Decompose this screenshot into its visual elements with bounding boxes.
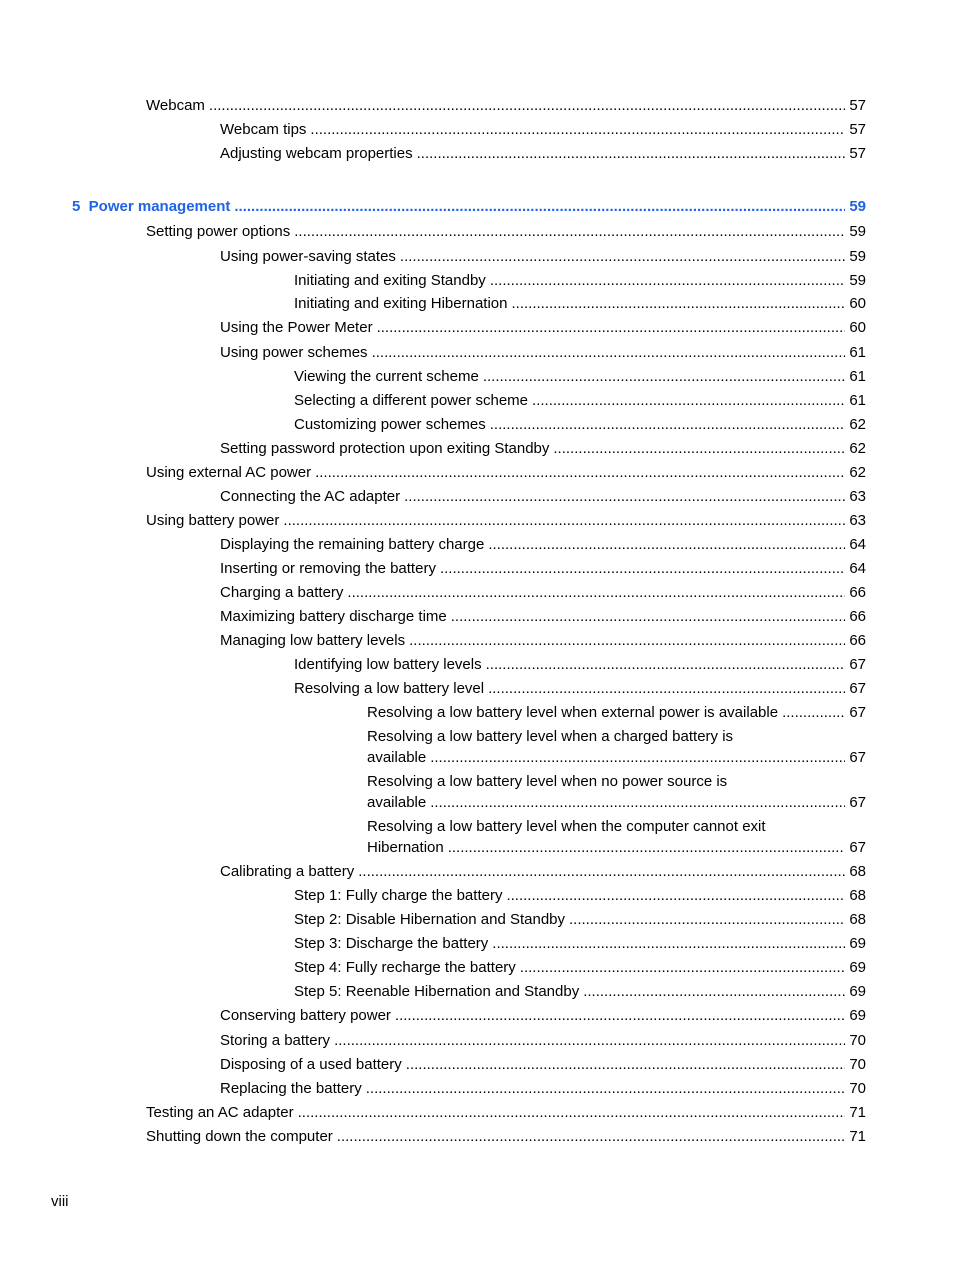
toc-entry-title: Identifying low battery levels bbox=[294, 656, 482, 673]
toc-entry-title: Step 3: Discharge the battery bbox=[294, 935, 489, 952]
toc-entry-page: 63 bbox=[849, 488, 866, 505]
toc-entry-page: 57 bbox=[849, 121, 866, 138]
dot-leader bbox=[334, 1031, 845, 1051]
toc-entry-inserting-removing[interactable] bbox=[220, 559, 866, 579]
toc-entry-title: Using the Power Meter bbox=[220, 319, 373, 336]
toc-entry-page: 61 bbox=[849, 368, 866, 385]
dot-leader bbox=[520, 958, 846, 978]
toc-entry-title: Setting power options bbox=[146, 223, 291, 240]
toc-entry-title: Shutting down the computer bbox=[146, 1128, 333, 1145]
dot-leader bbox=[298, 1103, 846, 1123]
toc-entry-title: Charging a battery bbox=[220, 584, 344, 601]
toc-entry-title: Conserving battery power bbox=[220, 1007, 391, 1024]
chapter-page: 59 bbox=[849, 198, 866, 215]
toc-chapter-power-management[interactable] bbox=[72, 197, 866, 217]
toc-entry-title: Step 5: Reenable Hibernation and Standby bbox=[294, 983, 580, 1000]
toc-entry-page: 67 bbox=[849, 680, 866, 697]
toc-entry-password-protection[interactable] bbox=[220, 439, 866, 459]
toc-entry-title: Disposing of a used battery bbox=[220, 1056, 402, 1073]
toc-entry-step2[interactable] bbox=[294, 910, 866, 930]
toc-entry-resolving-no-source-line1[interactable]: Resolving a low battery level when no power source is bbox=[367, 773, 728, 790]
toc-entry-resolving-no-source[interactable] bbox=[367, 793, 866, 813]
toc-entry-calibrating[interactable] bbox=[220, 862, 866, 882]
dot-leader bbox=[490, 271, 846, 291]
dot-leader bbox=[283, 511, 845, 531]
toc-entry-resolving-charged[interactable] bbox=[367, 748, 866, 768]
dot-leader bbox=[448, 838, 846, 858]
toc-entry-testing-ac[interactable] bbox=[146, 1103, 866, 1123]
toc-entry-page: 64 bbox=[849, 560, 866, 577]
toc-entry-managing-low[interactable] bbox=[220, 631, 866, 651]
toc-entry-title: Using external AC power bbox=[146, 464, 312, 481]
toc-entry-page: 59 bbox=[849, 223, 866, 240]
toc-entry-page: 69 bbox=[849, 959, 866, 976]
toc-entry-page: 60 bbox=[849, 319, 866, 336]
toc-entry-connecting-ac[interactable] bbox=[220, 487, 866, 507]
toc-entry-page: 66 bbox=[849, 608, 866, 625]
toc-entry-title: Adjusting webcam properties bbox=[220, 145, 413, 162]
dot-leader bbox=[234, 197, 845, 217]
dot-leader bbox=[511, 294, 845, 314]
toc-entry-title: Resolving a low battery level when external power is available bbox=[367, 704, 779, 721]
toc-entry-page: 57 bbox=[849, 97, 866, 114]
toc-entry-page: 59 bbox=[849, 272, 866, 289]
toc-entry-page: 68 bbox=[849, 863, 866, 880]
toc-entry-page: 70 bbox=[849, 1056, 866, 1073]
toc-entry-step3[interactable] bbox=[294, 934, 866, 954]
toc-entry-battery-power[interactable] bbox=[146, 511, 866, 531]
dot-leader bbox=[406, 1055, 846, 1075]
toc-entry-title: Maximizing battery discharge time bbox=[220, 608, 447, 625]
toc-entry-selecting-scheme[interactable] bbox=[294, 391, 866, 411]
toc-entry-identifying-low[interactable] bbox=[294, 655, 866, 675]
dot-leader bbox=[553, 439, 845, 459]
toc-entry-remaining-charge[interactable] bbox=[220, 535, 866, 555]
toc-entry-title: Using power-saving states bbox=[220, 248, 396, 265]
dot-leader bbox=[430, 793, 845, 813]
dot-leader bbox=[532, 391, 845, 411]
toc-entry-page: 67 bbox=[849, 839, 866, 856]
dot-leader bbox=[430, 748, 845, 768]
toc-entry-title: Step 1: Fully charge the battery bbox=[294, 887, 503, 904]
dot-leader bbox=[483, 367, 845, 387]
toc-entry-resolving-external[interactable] bbox=[367, 703, 866, 723]
toc-entry-viewing-scheme[interactable] bbox=[294, 367, 866, 387]
toc-entry-page: 61 bbox=[849, 344, 866, 361]
toc-entry-title: Step 2: Disable Hibernation and Standby bbox=[294, 911, 566, 928]
toc-entry-page: 62 bbox=[849, 440, 866, 457]
dot-leader bbox=[209, 96, 845, 116]
toc-entry-page: 68 bbox=[849, 911, 866, 928]
dot-leader bbox=[395, 1006, 845, 1026]
toc-entry-page: 69 bbox=[849, 983, 866, 1000]
toc-entry-title: Initiating and exiting Hibernation bbox=[294, 295, 508, 312]
dot-leader bbox=[490, 415, 846, 435]
dot-leader bbox=[337, 1127, 846, 1147]
toc-entry-hibernation[interactable] bbox=[294, 294, 866, 314]
toc-entry-page: 71 bbox=[849, 1104, 866, 1121]
dot-leader bbox=[377, 318, 846, 338]
dot-leader bbox=[583, 982, 845, 1002]
dot-leader bbox=[294, 222, 845, 242]
toc-entry-setting-power-options[interactable] bbox=[146, 222, 866, 242]
toc-entry-title: Resolving a low battery level bbox=[294, 680, 485, 697]
toc-entry-title: Step 4: Fully recharge the battery bbox=[294, 959, 516, 976]
toc-entry-title: Connecting the AC adapter bbox=[220, 488, 401, 505]
toc-entry-page: 71 bbox=[849, 1128, 866, 1145]
dot-leader bbox=[347, 583, 845, 603]
toc-entry-title: available bbox=[367, 794, 427, 811]
dot-leader bbox=[440, 559, 845, 579]
toc-entry-title: Initiating and exiting Standby bbox=[294, 272, 486, 289]
toc-entry-power-meter[interactable] bbox=[220, 318, 866, 338]
toc-entry-title: Managing low battery levels bbox=[220, 632, 406, 649]
dot-leader bbox=[506, 886, 845, 906]
toc-entry-resolving-cannot-exit-line1[interactable]: Resolving a low battery level when the computer cannot exit bbox=[367, 818, 766, 835]
toc-entry-external-ac[interactable] bbox=[146, 463, 866, 483]
toc-entry-title: Testing an AC adapter bbox=[146, 1104, 294, 1121]
toc-entry-resolving-cannot-exit[interactable] bbox=[367, 838, 866, 858]
toc-entry-maximizing[interactable] bbox=[220, 607, 866, 627]
toc-entry-page: 64 bbox=[849, 536, 866, 553]
dot-leader bbox=[310, 120, 845, 140]
toc-entry-title: Selecting a different power scheme bbox=[294, 392, 529, 409]
toc-entry-page: 59 bbox=[849, 248, 866, 265]
toc-entry-webcam-tips[interactable] bbox=[220, 120, 866, 140]
toc-entry-page: 67 bbox=[849, 749, 866, 766]
toc-entry-page: 66 bbox=[849, 584, 866, 601]
toc-entry-charging[interactable] bbox=[220, 583, 866, 603]
toc-entry-step4[interactable] bbox=[294, 958, 866, 978]
toc-entry-page: 70 bbox=[849, 1080, 866, 1097]
toc-entry-standby[interactable] bbox=[294, 271, 866, 291]
dot-leader bbox=[417, 144, 846, 164]
dot-leader bbox=[488, 679, 845, 699]
toc-entry-shutting-down[interactable] bbox=[146, 1127, 866, 1147]
toc-entry-page: 62 bbox=[849, 416, 866, 433]
toc-entry-title: Setting password protection upon exiting Standby bbox=[220, 440, 550, 457]
toc-entry-power-saving-states[interactable] bbox=[220, 247, 866, 267]
dot-leader bbox=[569, 910, 845, 930]
toc-entry-page: 57 bbox=[849, 145, 866, 162]
toc-entry-title: Displaying the remaining battery charge bbox=[220, 536, 485, 553]
toc-entry-title: Viewing the current scheme bbox=[294, 368, 479, 385]
toc-entry-title: Calibrating a battery bbox=[220, 863, 355, 880]
toc-entry-title: Using power schemes bbox=[220, 344, 368, 361]
toc-entry-storing[interactable] bbox=[220, 1031, 866, 1051]
toc-entry-title: available bbox=[367, 749, 427, 766]
toc-entry-page: 68 bbox=[849, 887, 866, 904]
toc-entry-page: 70 bbox=[849, 1032, 866, 1049]
toc-entry-page: 67 bbox=[849, 794, 866, 811]
chapter-title: 5 Power management bbox=[72, 198, 231, 215]
toc-entry-page: 67 bbox=[849, 656, 866, 673]
toc-entry-step5[interactable] bbox=[294, 982, 866, 1002]
toc-entry-page: 60 bbox=[849, 295, 866, 312]
toc-entry-disposing[interactable] bbox=[220, 1055, 866, 1075]
page-number: viii bbox=[51, 1193, 69, 1210]
toc-entry-title: Customizing power schemes bbox=[294, 416, 486, 433]
dot-leader bbox=[451, 607, 846, 627]
toc-entry-page: 69 bbox=[849, 1007, 866, 1024]
dot-leader bbox=[400, 247, 845, 267]
dot-leader bbox=[782, 703, 845, 723]
toc-entry-webcam[interactable] bbox=[146, 96, 866, 116]
dot-leader bbox=[409, 631, 845, 651]
dot-leader bbox=[488, 535, 845, 555]
toc-entry-page: 62 bbox=[849, 464, 866, 481]
toc-entry-title: Replacing the battery bbox=[220, 1080, 362, 1097]
dot-leader bbox=[372, 343, 846, 363]
toc-entry-page: 69 bbox=[849, 935, 866, 952]
dot-leader bbox=[358, 862, 845, 882]
toc-entry-title: Inserting or removing the battery bbox=[220, 560, 436, 577]
toc-entry-replacing[interactable] bbox=[220, 1079, 866, 1099]
toc-entry-title: Webcam tips bbox=[220, 121, 307, 138]
toc-entry-title: Hibernation bbox=[367, 839, 444, 856]
dot-leader bbox=[486, 655, 846, 675]
dot-leader bbox=[366, 1079, 846, 1099]
toc-entry-customizing-schemes[interactable] bbox=[294, 415, 866, 435]
toc-entry-resolving-charged-line1[interactable]: Resolving a low battery level when a charged battery is bbox=[367, 728, 734, 745]
toc-entry-conserving[interactable] bbox=[220, 1006, 866, 1026]
toc-entry-step1[interactable] bbox=[294, 886, 866, 906]
toc-entry-page: 67 bbox=[849, 704, 866, 721]
toc-entry-title: Webcam bbox=[146, 97, 205, 114]
dot-leader bbox=[492, 934, 845, 954]
dot-leader bbox=[404, 487, 845, 507]
toc-entry-adjusting-webcam[interactable] bbox=[220, 144, 866, 164]
toc-entry-page: 66 bbox=[849, 632, 866, 649]
toc-entry-resolving-low[interactable] bbox=[294, 679, 866, 699]
toc-entry-power-schemes[interactable] bbox=[220, 343, 866, 363]
dot-leader bbox=[315, 463, 845, 483]
toc-entry-title: Storing a battery bbox=[220, 1032, 331, 1049]
toc-entry-page: 63 bbox=[849, 512, 866, 529]
toc-entry-title: Using battery power bbox=[146, 512, 280, 529]
toc-entry-page: 61 bbox=[849, 392, 866, 409]
